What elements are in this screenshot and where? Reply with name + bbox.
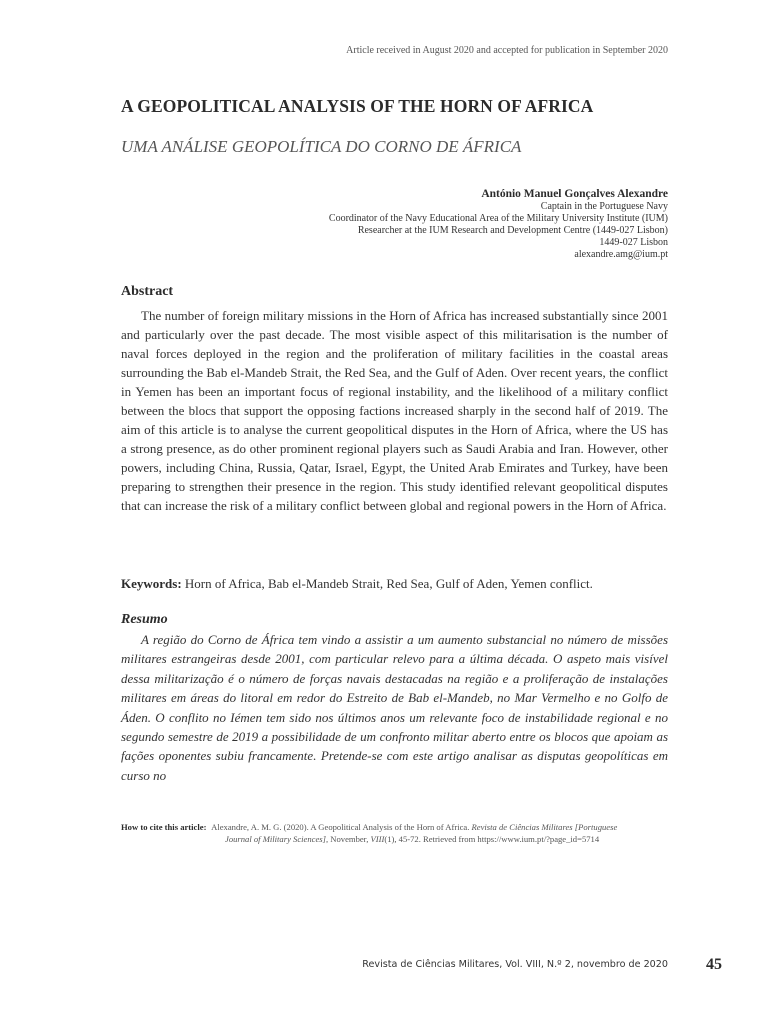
author-affiliation-address: 1449-027 Lisbon <box>599 237 668 248</box>
page-number: 45 <box>706 956 722 973</box>
abstract-text: The number of foreign military missions in the Horn of Africa has increased substantially since 2001 and particularly over the past decade. The most visible aspect of this militarisation is the number of naval forces deployed in the region and the proliferation of military facilities in the coastal areas surrounding the Bab el-Mandeb Strait, the Red Sea, and the Gulf of Aden. Over recent years, the conflict in Yemen has been an important focus of regional instability, and the likelihood of a military conflict between the blocs that support the opposing factions increased sharply in the second half of 2019. The aim of this article is to analyse the current geopolitical disputes in the Horn of Africa, where the US has a strong presence, as do other prominent regional players such as Saudi Arabia and Iran. However, other powers, including China, Russia, Qatar, Israel, Egypt, the United Arab Emirates and Turkey, have been preparing to strengthen their presence in the region. This study identified relevant geopolitical disputes that can increase the risk of a military conflict between global and regional powers in the Horn of Africa. <box>121 308 668 513</box>
citation-journal-2: Journal of Military Sciences] <box>225 834 326 844</box>
article-title-english: A GEOPOLITICAL ANALYSIS OF THE HORN OF AFRICA <box>121 96 594 116</box>
citation-line-1 <box>121 821 668 833</box>
citation-volume: VIII <box>370 834 385 844</box>
citation-line-2 <box>121 833 668 845</box>
footer-journal-info: Revista de Ciências Militares, Vol. VIII, N.º 2, novembro de 2020 <box>362 959 668 970</box>
citation-part-1: Alexandre, A. M. G. (2020). A Geopolitical Analysis of the Horn of Africa. <box>211 822 470 832</box>
resumo-text: A região do Corno de África tem vindo a assistir a um aumento substancial no número de missões militares estrangeiras desde 2001, com particular relevo para a última década. O aspeto mais visível dessa militarização é o número de forças navais destacadas na região e a proliferação de instalações militares em áreas do litoral em redor do Estreito de Bab el-Mandeb, no Mar Vermelho e no Golfo de Áden. O conflito no Iémen tem sido nos últimos anos um relevante foco de instabilidade regional e no segundo semestre de 2019 a possibilidade de um confronto militar aberto entre os blocos que apoiam as fações oponentes subiu francamente. Pretende-se com este artigo analisar as disputas geopolíticas em curso no <box>121 632 668 783</box>
keywords-text: Horn of Africa, Bab el-Mandeb Strait, Red Sea, Gulf of Aden, Yemen conflict. <box>184 576 593 591</box>
citation-part-3: (1), 45-72. Retrieved from https://www.ium.pt/?page_id=5714 <box>384 834 600 844</box>
resumo-heading: Resumo <box>121 612 168 627</box>
author-email: alexandre.amg@ium.pt <box>574 249 668 260</box>
author-block <box>329 187 668 261</box>
received-note: Article received in August 2020 and accepted for publication in September 2020 <box>346 45 668 56</box>
citation-journal: Revista de Ciências Militares [Portuguese <box>471 822 618 832</box>
author-affiliation-coordinator: Coordinator of the Navy Educational Area of the Military University Institute (IUM) <box>328 213 668 224</box>
article-title-portuguese: UMA ANÁLISE GEOPOLÍTICA DO CORNO DE ÁFRICA <box>121 137 522 156</box>
author-affiliation-rank: Captain in the Portuguese Navy <box>540 201 668 212</box>
abstract-heading: Abstract <box>121 284 174 299</box>
author-affiliation-researcher: Researcher at the IUM Research and Development Centre (1449-027 Lisbon) <box>357 225 668 236</box>
citation-label: How to cite this article: <box>121 822 207 832</box>
keywords <box>121 574 593 593</box>
keywords-label: Keywords: <box>121 576 182 591</box>
citation-block <box>121 821 668 845</box>
citation-part-2: , November, <box>325 834 369 844</box>
author-name: António Manuel Gonçalves Alexandre <box>481 188 668 200</box>
